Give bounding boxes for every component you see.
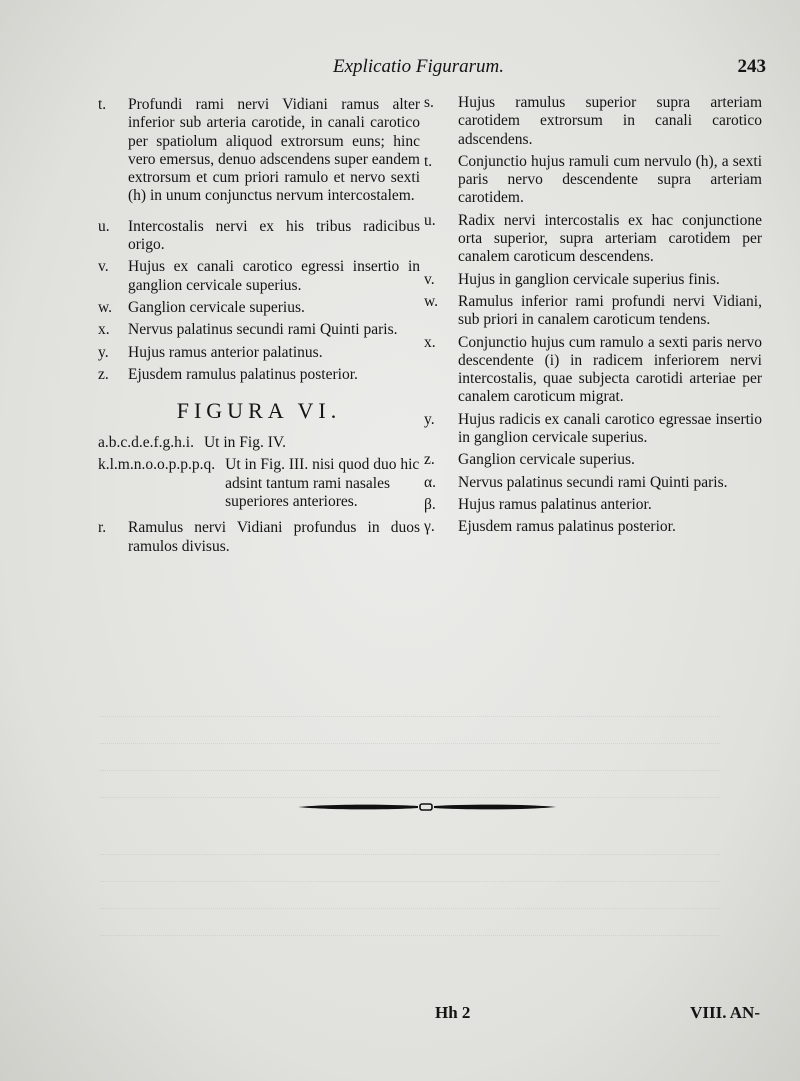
running-title: Explicatio Figurarum.	[333, 56, 504, 77]
entry-text: Ejusdem ramulus palatinus posterior.	[128, 365, 358, 383]
entry-text: Ganglion cervicale superius.	[128, 298, 305, 316]
bleed-through-text	[100, 700, 720, 946]
entry-text: Hujus ex canali carotico egressi insertio in ganglion cervicale superius.	[128, 258, 420, 294]
legend-entry-t	[424, 153, 762, 208]
legend-entry-t	[98, 96, 420, 206]
entry-text: Ut in Fig. IV.	[203, 434, 286, 452]
right-column	[424, 94, 762, 541]
entry-label: u.	[98, 217, 110, 235]
entry-label: β.	[424, 495, 436, 513]
entry-label: y.	[424, 410, 435, 428]
entry-label: u.	[424, 211, 436, 229]
entry-text: Hujus ramus anterior palatinus.	[128, 343, 323, 361]
entry-text: Radix nervi intercostalis ex hac conjunctione orta superior, supra arteriam carotidem per canalem caroticum descendens.	[458, 211, 762, 266]
entry-text: Ramulus nervi Vidiani profundus in duos ramulos divisus.	[128, 519, 420, 555]
figure-entry-r	[98, 519, 420, 556]
entry-label: γ.	[424, 518, 435, 536]
entry-text: Hujus ramulus superior supra arteriam carotidem extrorsum in canali carotico adscendens.	[458, 94, 762, 148]
legend-entry-y	[98, 344, 420, 362]
entry-label: z.	[424, 451, 435, 469]
entry-label: w.	[98, 298, 113, 316]
entry-label: α.	[424, 473, 436, 491]
entry-text: Conjunctio hujus cum ramulo a sexti paris nervo descendente (i) in radicem inferiorem nervi intercostalis, quae subjecta carotidi arteriae per canalem caroticum migrat.	[458, 333, 762, 406]
catchword: VIII. AN-	[690, 1003, 760, 1022]
entry-text: Conjunctio hujus ramuli cum nervulo (h), a sexti paris nervo descendente supra arteriam carotidem.	[458, 152, 762, 207]
legend-entry-beta	[424, 496, 762, 514]
entry-label: v.	[98, 258, 109, 276]
entry-text: Profundi rami nervi Vidiani ramus alter inferior sub arteria carotide, in canali carotico per spatiolum aliquod extrorsum euns; hinc vero emersus, denuo adscendens super eandem extrorsum et cum priori ramulo et nervo sexti (h) in unum conjunctus nervum intercostalem.	[128, 96, 420, 205]
entry-text: Nervus palatinus secundi rami Quinti paris.	[458, 473, 728, 491]
left-column	[98, 96, 420, 560]
entry-text: Hujus in ganglion cervicale superius finis.	[458, 270, 720, 288]
entry-text: Ut in Fig. III. nisi quod duo hic adsint tantum rami nasales superiores anteriores.	[225, 456, 420, 511]
legend-entry-w	[98, 299, 420, 317]
legend-entry-alpha	[424, 474, 762, 492]
legend-entry-y	[424, 411, 762, 448]
legend-entry-s	[424, 94, 762, 149]
entry-text: Ganglion cervicale superius.	[458, 451, 635, 469]
figure-entry	[98, 434, 420, 452]
entry-text: Ramulus inferior rami profundi nervi Vidiani, sub priori in canalem caroticum tendens.	[458, 292, 762, 329]
entry-label: s.	[424, 94, 434, 111]
legend-entry-z	[424, 451, 762, 469]
legend-entry-u	[424, 212, 762, 267]
signature-mark: Hh 2	[435, 1003, 471, 1022]
entry-label: r.	[98, 519, 107, 537]
page-number: 243	[737, 56, 766, 77]
legend-entry-v	[424, 271, 762, 289]
entry-text: Ejusdem ramus palatinus posterior.	[458, 518, 676, 536]
entry-text: Hujus radicis ex canali carotico egressae insertio in ganglion cervicale superius.	[458, 410, 762, 447]
entry-text: Hujus ramus palatinus anterior.	[458, 495, 652, 513]
legend-entry-v	[98, 258, 420, 295]
running-header	[0, 56, 800, 86]
entry-text: Nervus palatinus secundi rami Quinti paris.	[128, 321, 398, 339]
legend-entry-w	[424, 293, 762, 330]
legend-entry-u	[98, 218, 420, 255]
legend-entry-z	[98, 366, 420, 384]
legend-entry-x	[98, 321, 420, 339]
entry-label: y.	[98, 343, 109, 361]
figure-heading: FIGURA VI.	[176, 398, 342, 424]
entry-label: t.	[98, 96, 107, 113]
entry-label: w.	[424, 292, 439, 310]
entry-label: v.	[424, 270, 435, 288]
entry-label: z.	[98, 365, 109, 383]
entry-text: Intercostalis nervi ex his tribus radicibus origo.	[128, 217, 420, 254]
entry-label: x.	[98, 321, 110, 339]
entry-label: x.	[424, 333, 436, 351]
entry-label: a.b.c.d.e.f.g.h.i.	[98, 434, 194, 452]
entry-label: k.l.m.n.o.o.p.p.p.q.	[98, 456, 216, 474]
legend-entry-gamma	[424, 518, 762, 536]
entry-label: t.	[424, 152, 433, 170]
figure-entry	[98, 456, 420, 511]
legend-entry-x	[424, 334, 762, 407]
